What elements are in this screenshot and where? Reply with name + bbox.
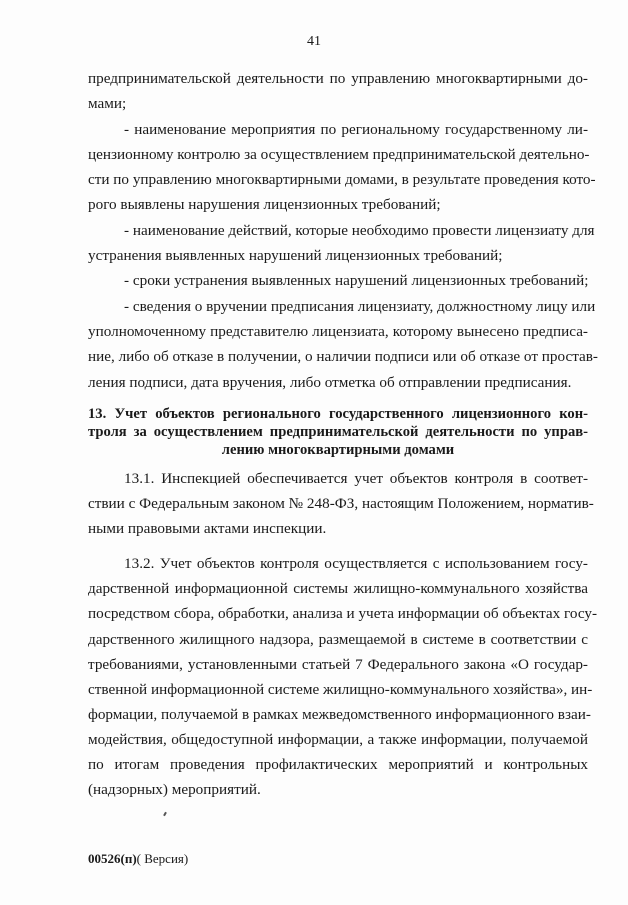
text-line: 13.1. Инспекцией обеспечивается учет объектов контроля в соответ- (124, 470, 588, 487)
paragraph (88, 294, 598, 395)
text-line: ственной информационной системе жилищно-коммунального хозяйства», ин- (88, 680, 593, 698)
heading-line: троля за осуществлением предпринимательской деятельности по управ- (88, 423, 588, 440)
text-line: цензионному контролю за осуществлением предпринимательской деятельно- (88, 145, 590, 163)
text-line: - наименование мероприятия по региональному государственному ли- (124, 120, 588, 138)
text-line: формации, получаемой в рамках межведомственного информационного взаи- (88, 705, 591, 723)
text-line: дарственной информационной системы жилищно-коммунального хозяйства (88, 580, 588, 598)
text-line: - сроки устранения выявленных нарушений лицензионных требований; (124, 272, 589, 290)
page-number: 41 (307, 34, 321, 49)
text-line: модействия, общедоступной информации, а также информации, получаемой (88, 730, 588, 748)
text-line: по итогам проведения профилактических мероприятий и контрольных (88, 756, 588, 774)
paragraph-gap (88, 541, 588, 551)
text-line: ными правовыми актами инспекции. (88, 520, 327, 538)
text-line: 13.2. Учет объектов контроля осуществляется с использованием госу- (124, 555, 588, 573)
text-line: требованиями, установленными статьей 7 Федерального закона «О государ- (88, 655, 588, 673)
text-line: - наименование действий, которые необходимо провести лицензиату для (124, 221, 595, 239)
document-footer (88, 851, 188, 867)
body-text-upper (88, 66, 598, 395)
section-heading (88, 406, 588, 459)
paragraph (88, 551, 598, 802)
footer-version: ( Версия) (136, 851, 189, 866)
text-line: мами; (88, 95, 127, 113)
paragraph (88, 268, 588, 293)
footer-code: 00526(п) (88, 851, 137, 866)
heading-line: 13. Учет объектов регионального государственного лицензионного кон- (88, 406, 588, 422)
paragraph (88, 117, 596, 218)
text-line: - сведения о вручении предписания лицензиату, должностному лицу или (124, 297, 596, 315)
text-line: устранения выявленных нарушений лицензионных требований; (88, 247, 503, 265)
text-line: предпринимательской деятельности по управлению многоквартирными до- (88, 70, 588, 87)
text-line: ления подписи, дата вручения, либо отметка об отправлении предписания. (88, 373, 572, 391)
text-line: (надзорных) мероприятий. (88, 781, 261, 799)
text-line: ние, либо об отказе в получении, о наличии подписи или об отказе от простав- (88, 348, 598, 366)
paragraph (88, 466, 594, 541)
text-line: посредством сбора, обработки, анализа и учета информации об объектах госу- (88, 605, 598, 623)
text-line: уполномоченному представителю лицензиата, которому вынесено предписа- (88, 322, 588, 340)
text-line: сти по управлению многоквартирными домами, в результате проведения кото- (88, 171, 596, 189)
text-line: рого выявлены нарушения лицензионных требований; (88, 196, 441, 214)
body-text-lower (88, 466, 598, 802)
scan-speck (163, 812, 167, 816)
paragraph (88, 66, 588, 117)
text-line: ствии с Федеральным законом № 248-ФЗ, настоящим Положением, норматив- (88, 495, 594, 513)
heading-line: лению многоквартирными домами (221, 441, 455, 458)
paragraph (88, 218, 595, 269)
text-line: дарственного жилищного надзора, размещаемой в системе в соответствии с (88, 630, 588, 648)
